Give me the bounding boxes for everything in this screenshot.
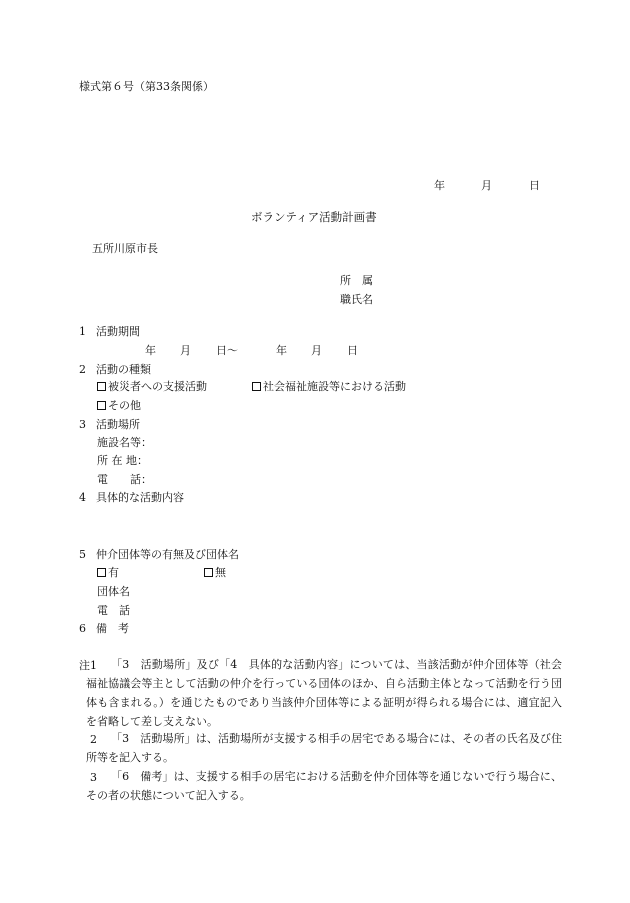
section-4-number: 4 (79, 491, 86, 504)
section-6-number: 6 (79, 622, 86, 635)
period-start-year: 年 (145, 344, 156, 357)
section-1-label: 活動期間 (96, 325, 140, 338)
note-1-marker: 注1 (79, 659, 97, 672)
period-end-year: 年 (276, 344, 287, 357)
checkbox-welfare-facility[interactable] (252, 382, 261, 391)
addressee: 五所川原市長 (92, 242, 158, 255)
form-number: 様式第６号（第33条関係） (79, 80, 214, 93)
document-title: ボランティア活動計画書 (251, 210, 377, 224)
section-1-number: 1 (79, 325, 86, 338)
checkbox-other[interactable] (97, 401, 106, 410)
period-end-month: 月 (311, 344, 322, 357)
period-end-day: 日 (347, 344, 358, 357)
period-start-day: 日～ (216, 344, 238, 357)
date-year-label: 年 (434, 179, 445, 192)
section-3-number: 3 (79, 418, 86, 431)
note-1-text: 「3 活動場所」及び「4 具体的な活動内容」については、当該活動が仲介団体等（社会福祉協議会等主として活動の仲介を行っている団体のほか、自ら活動主体となって活動を行う団体も含まれる。）を通じたものであり当該仲介団体等による証明が得られる場合には、適宜記入を省略して差し支えない。 (86, 658, 562, 728)
option-no: 無 (215, 566, 226, 579)
section-5-label: 仲介団体等の有無及び団体名 (96, 548, 239, 561)
date-month-label: 月 (481, 179, 492, 192)
option-disaster-support: 被災者への支援活動 (108, 380, 207, 393)
section-3-label: 活動場所 (96, 418, 140, 431)
note-3-marker: 3 (90, 771, 97, 784)
date-day-label: 日 (529, 179, 540, 192)
facility-name-field: 施設名等： (97, 436, 152, 449)
location-field: 所 在 地： (97, 454, 148, 467)
section-6-label: 備 考 (96, 622, 129, 635)
section-4-label: 具体的な活動内容 (96, 491, 184, 504)
name-label: 職氏名 (340, 293, 373, 306)
note-3-text: 「6 備考」は、支援する相手の居宅における活動を仲介団体等を通じないで行う場合に、その者の状態について記入する。 (86, 770, 562, 802)
option-welfare-facility: 社会福祉施設等における活動 (263, 380, 406, 393)
option-other: その他 (108, 399, 141, 412)
checkbox-no[interactable] (204, 568, 213, 577)
note-2-marker: 2 (90, 733, 97, 746)
period-start-month: 月 (180, 344, 191, 357)
affiliation-label: 所 属 (340, 274, 373, 287)
section-2-label: 活動の種類 (96, 363, 151, 376)
checkbox-disaster-support[interactable] (97, 382, 106, 391)
section-5-number: 5 (79, 548, 86, 561)
option-yes: 有 (108, 566, 119, 579)
note-2-text: 「3 活動場所」は、活動場所が支援する相手の居宅である場合には、その者の氏名及び住所等を記入する。 (86, 732, 562, 764)
phone-field: 電 話： (97, 473, 152, 486)
section-2-number: 2 (79, 363, 86, 376)
checkbox-yes[interactable] (97, 568, 106, 577)
organization-name-field: 団体名 (97, 585, 130, 598)
organization-phone-field: 電 話 (97, 604, 130, 617)
